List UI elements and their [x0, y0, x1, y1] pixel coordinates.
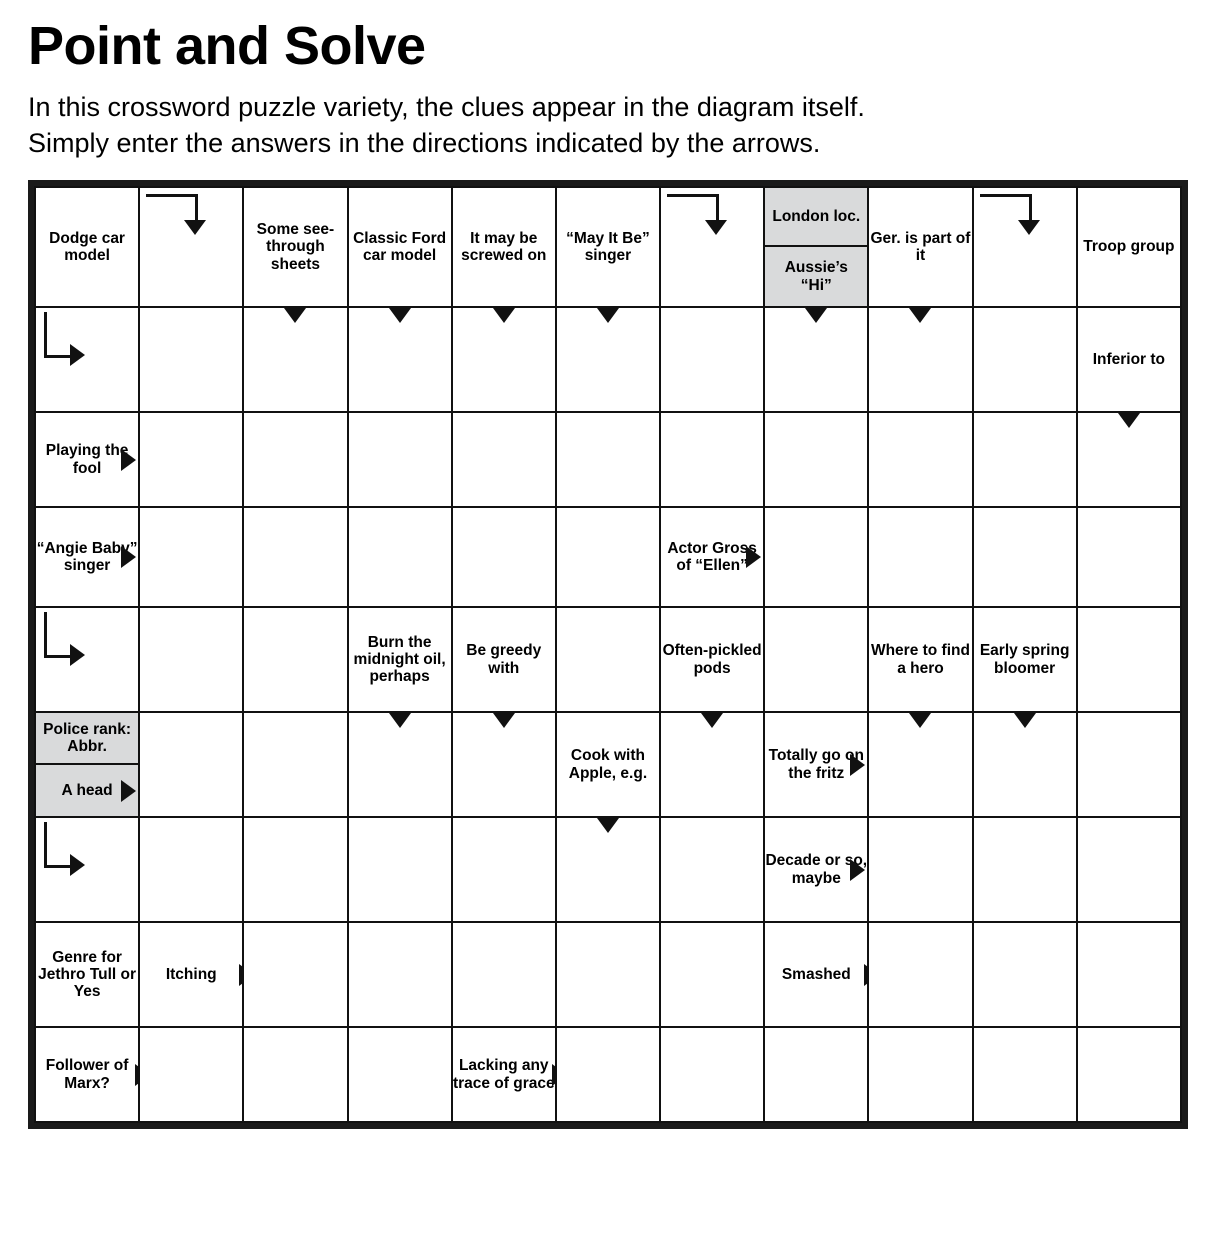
answer-cell[interactable]: [243, 507, 347, 607]
arrow-down-icon: [389, 713, 411, 728]
grid-row: [35, 507, 1181, 607]
clue-text: Smashed: [781, 965, 851, 983]
clue-text: Genre for Jethro Tull or Yes: [38, 948, 137, 1001]
clue-text: Classic Ford car model: [353, 229, 447, 265]
answer-cell[interactable]: [660, 1027, 764, 1122]
answer-cell[interactable]: [452, 817, 556, 922]
arrow-right-icon: [850, 859, 865, 881]
answer-cell[interactable]: [973, 922, 1077, 1027]
clue-text: Some see-through sheets: [256, 221, 335, 273]
crossword-grid: [28, 180, 1188, 1129]
arrow-down-icon: [597, 818, 619, 833]
answer-cell[interactable]: [1077, 1027, 1181, 1122]
clue-cell: [660, 607, 764, 712]
clue-cell: [35, 922, 139, 1027]
answer-cell[interactable]: [139, 712, 243, 817]
answer-cell[interactable]: [973, 1027, 1077, 1122]
arrow-down-icon: [493, 308, 515, 323]
answer-cell[interactable]: [764, 307, 868, 412]
answer-cell[interactable]: [660, 817, 764, 922]
clue-cell: [348, 187, 452, 307]
answer-cell[interactable]: [556, 412, 660, 507]
clue-text: Troop group: [1083, 238, 1175, 256]
arrow-down-icon: [909, 308, 931, 323]
answer-cell[interactable]: [243, 817, 347, 922]
instructions: [28, 89, 1182, 162]
answer-cell[interactable]: [556, 817, 660, 922]
clue-cell: [452, 607, 556, 712]
crossword-table: [34, 186, 1182, 1123]
answer-cell[interactable]: [243, 922, 347, 1027]
clue-cell: [35, 187, 139, 307]
clue-cell: [556, 712, 660, 817]
clue-cell: [139, 922, 243, 1027]
answer-cell[interactable]: [660, 187, 764, 307]
answer-cell[interactable]: [348, 817, 452, 922]
grid-row: [35, 712, 1181, 817]
arrow-down-icon: [284, 308, 306, 323]
arrow-down-icon: [389, 308, 411, 323]
answer-cell[interactable]: [556, 507, 660, 607]
clue-text: Playing the fool: [45, 442, 129, 477]
answer-cell[interactable]: [452, 412, 556, 507]
arrow-down-icon: [1014, 713, 1036, 728]
answer-cell[interactable]: [660, 307, 764, 412]
answer-cell[interactable]: [139, 507, 243, 607]
clue-cell: [35, 412, 139, 507]
arrow-down-icon: [493, 713, 515, 728]
answer-cell[interactable]: [556, 922, 660, 1027]
arrow-down-icon: [909, 713, 931, 728]
answer-cell[interactable]: [452, 307, 556, 412]
answer-cell[interactable]: [452, 922, 556, 1027]
answer-cell[interactable]: [139, 412, 243, 507]
answer-cell[interactable]: [348, 712, 452, 817]
answer-cell[interactable]: [139, 1027, 243, 1122]
answer-cell[interactable]: [243, 307, 347, 412]
grid-row: [35, 817, 1181, 922]
page-title: Point and Solve: [28, 16, 426, 76]
answer-cell[interactable]: [868, 307, 972, 412]
clue-cell-split: [764, 187, 868, 307]
arrow-down-icon: [701, 713, 723, 728]
clue-text: Actor Gross of “Ellen”: [667, 539, 757, 575]
arrow-elbow-down-icon: [146, 194, 198, 220]
clue-cell-split: [35, 712, 139, 817]
answer-cell[interactable]: [556, 1027, 660, 1122]
clue-text: Follower of Marx?: [45, 1057, 129, 1092]
arrow-down-icon: [1118, 413, 1140, 428]
clue-text: Burn the midnight oil, perhaps: [353, 633, 446, 686]
answer-cell[interactable]: [868, 1027, 972, 1122]
clue-cell: [868, 187, 972, 307]
answer-cell[interactable]: [660, 712, 764, 817]
answer-cell[interactable]: [660, 922, 764, 1027]
grid-row: [35, 607, 1181, 712]
clue-text: Aussie’s “Hi”: [765, 247, 867, 306]
answer-cell[interactable]: [139, 187, 243, 307]
answer-cell[interactable]: [764, 507, 868, 607]
clue-cell: [452, 187, 556, 307]
arrow-elbow-right-icon: [44, 822, 70, 868]
grid-row: [35, 307, 1181, 412]
arrow-right-icon: [121, 780, 136, 802]
arrow-down-icon: [805, 308, 827, 323]
answer-cell[interactable]: [1077, 607, 1181, 712]
clue-text: Often-pickled pods: [662, 642, 762, 677]
clue-text: It may be screwed on: [461, 229, 547, 265]
arrow-right-icon: [746, 546, 761, 568]
answer-cell[interactable]: [1077, 712, 1181, 817]
answer-cell[interactable]: [868, 712, 972, 817]
answer-cell[interactable]: [868, 922, 972, 1027]
grid-row: [35, 1027, 1181, 1122]
clue-text: Itching: [165, 965, 217, 983]
arrow-right-icon: [121, 546, 136, 568]
grid-row: [35, 922, 1181, 1027]
clue-text: “Angie Baby” singer: [36, 539, 138, 575]
arrow-down-icon: [597, 308, 619, 323]
answer-cell[interactable]: [973, 817, 1077, 922]
answer-cell[interactable]: [243, 1027, 347, 1122]
clue-cell: [1077, 187, 1181, 307]
answer-cell[interactable]: [973, 412, 1077, 507]
grid-row: [35, 187, 1181, 307]
answer-cell[interactable]: [139, 817, 243, 922]
answer-cell[interactable]: [764, 412, 868, 507]
answer-cell[interactable]: [764, 1027, 868, 1122]
clue-text: Ger. is part of it: [870, 229, 971, 265]
clue-text: A head: [36, 765, 138, 817]
answer-cell[interactable]: [243, 607, 347, 712]
arrow-elbow-down-icon: [980, 194, 1032, 220]
answer-cell[interactable]: [556, 607, 660, 712]
clue-cell: [452, 1027, 556, 1122]
clue-cell: [556, 187, 660, 307]
instructions-line-2: Simply enter the answers in the directions indicated by the arrows.: [28, 128, 821, 159]
clue-cell: [243, 187, 347, 307]
answer-cell[interactable]: [660, 412, 764, 507]
answer-cell[interactable]: [452, 507, 556, 607]
split-clue: [765, 188, 867, 306]
clue-text: Where to find a hero: [870, 642, 970, 677]
clue-text: Police rank: Abbr.: [36, 713, 138, 765]
clue-text: Early spring bloomer: [979, 642, 1070, 677]
clue-text: “May It Be” singer: [566, 229, 650, 265]
answer-cell[interactable]: [1077, 817, 1181, 922]
arrow-right-icon: [121, 449, 136, 471]
clue-text: Lacking any trace of grace: [452, 1057, 555, 1092]
answer-cell[interactable]: [243, 712, 347, 817]
answer-cell[interactable]: [35, 307, 139, 412]
answer-cell[interactable]: [1077, 412, 1181, 507]
answer-cell[interactable]: [35, 817, 139, 922]
clue-text: Inferior to: [1092, 350, 1166, 368]
answer-cell[interactable]: [1077, 922, 1181, 1027]
clue-cell: [764, 712, 868, 817]
arrow-elbow-right-icon: [44, 312, 70, 358]
answer-cell[interactable]: [556, 307, 660, 412]
answer-cell[interactable]: [348, 1027, 452, 1122]
clue-cell: [1077, 307, 1181, 412]
clue-cell: [348, 607, 452, 712]
answer-cell[interactable]: [868, 817, 972, 922]
clue-cell: [764, 922, 868, 1027]
answer-cell[interactable]: [243, 412, 347, 507]
clue-cell: [868, 607, 972, 712]
arrow-elbow-right-icon: [44, 612, 70, 658]
instructions-line-1: In this crossword puzzle variety, the clues appear in the diagram itself.: [28, 91, 865, 122]
answer-cell[interactable]: [868, 507, 972, 607]
answer-cell[interactable]: [973, 187, 1077, 307]
clue-cell: [764, 817, 868, 922]
clue-cell: [35, 507, 139, 607]
clue-cell: [660, 507, 764, 607]
answer-cell[interactable]: [348, 307, 452, 412]
clue-text: Be greedy with: [466, 642, 542, 677]
clue-cell: [973, 607, 1077, 712]
arrow-right-icon: [850, 754, 865, 776]
answer-cell[interactable]: [139, 307, 243, 412]
answer-cell[interactable]: [1077, 507, 1181, 607]
answer-cell[interactable]: [868, 412, 972, 507]
clue-text: Decade or so, maybe: [765, 852, 868, 887]
answer-cell[interactable]: [348, 922, 452, 1027]
answer-cell[interactable]: [139, 607, 243, 712]
answer-cell[interactable]: [973, 507, 1077, 607]
clue-text: London loc.: [765, 188, 867, 247]
answer-cell[interactable]: [764, 607, 868, 712]
arrow-elbow-down-icon: [667, 194, 719, 220]
clue-cell: [35, 1027, 139, 1122]
answer-cell[interactable]: [348, 507, 452, 607]
answer-cell[interactable]: [35, 607, 139, 712]
answer-cell[interactable]: [973, 307, 1077, 412]
clue-text: Dodge car model: [49, 229, 125, 265]
clue-text: Totally go on the fritz: [768, 747, 864, 782]
answer-cell[interactable]: [973, 712, 1077, 817]
answer-cell[interactable]: [348, 412, 452, 507]
answer-cell[interactable]: [452, 712, 556, 817]
grid-row: [35, 412, 1181, 507]
clue-text: Cook with Apple, e.g.: [568, 747, 648, 782]
